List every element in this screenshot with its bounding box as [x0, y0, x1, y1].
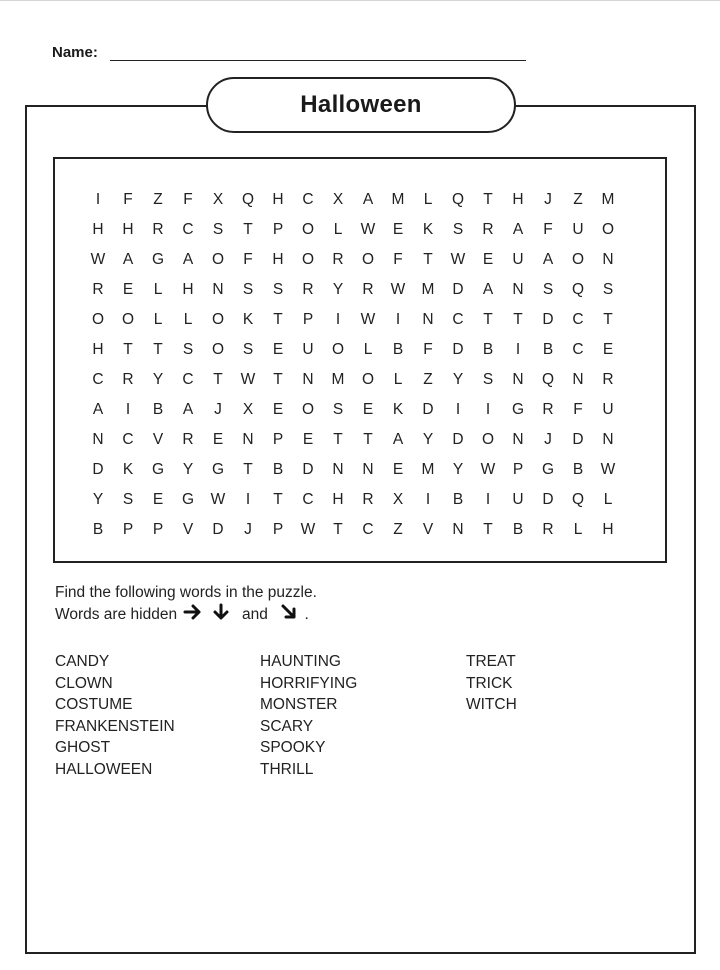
- grid-letter[interactable]: C: [182, 371, 194, 388]
- grid-letter[interactable]: K: [122, 461, 134, 478]
- word-item: MONSTER: [260, 696, 338, 713]
- grid-letter[interactable]: O: [91, 311, 105, 328]
- grid-letter[interactable]: I: [125, 401, 131, 418]
- word-item: CLOWN: [55, 674, 113, 692]
- grid-letter[interactable]: A: [362, 191, 374, 208]
- grid-letter[interactable]: R: [182, 431, 194, 448]
- grid-letter[interactable]: J: [544, 431, 552, 448]
- grid-letter[interactable]: P: [512, 461, 524, 478]
- grid-letter[interactable]: A: [92, 401, 104, 418]
- grid-letter[interactable]: H: [182, 281, 194, 298]
- grid-letter[interactable]: G: [511, 401, 525, 418]
- grid-letter[interactable]: D: [542, 491, 554, 508]
- grid-letter[interactable]: T: [513, 311, 523, 328]
- grid-letter[interactable]: J: [214, 401, 222, 418]
- word-item: SCARY: [260, 717, 314, 735]
- name-field-line[interactable]: [110, 60, 526, 61]
- grid-letter[interactable]: S: [242, 281, 254, 298]
- arrow-down-right-icon: [280, 603, 298, 627]
- word-item: FRANKENSTEIN: [55, 717, 175, 735]
- grid-letter[interactable]: R: [332, 251, 344, 268]
- grid-letter[interactable]: W: [360, 311, 376, 328]
- grid-letter[interactable]: A: [182, 251, 194, 268]
- grid-letter[interactable]: T: [213, 371, 223, 388]
- grid-letter[interactable]: E: [482, 251, 494, 268]
- grid-letter[interactable]: O: [211, 311, 225, 328]
- grid-letter[interactable]: S: [122, 491, 134, 508]
- grid-letter[interactable]: Q: [541, 371, 555, 388]
- grid-letter[interactable]: E: [392, 221, 404, 238]
- grid-letter[interactable]: C: [182, 221, 194, 238]
- grid-letter[interactable]: L: [153, 281, 163, 298]
- grid-letter[interactable]: D: [452, 281, 464, 298]
- grid-letter[interactable]: F: [183, 191, 193, 208]
- grid-letter[interactable]: O: [361, 251, 375, 268]
- grid-letter[interactable]: A: [392, 431, 404, 448]
- grid-letter[interactable]: E: [212, 431, 224, 448]
- grid-letter[interactable]: K: [392, 401, 404, 418]
- grid-letter[interactable]: H: [92, 341, 104, 358]
- word-item: HAUNTING: [260, 653, 341, 670]
- grid-letter[interactable]: E: [272, 341, 284, 358]
- grid-letter[interactable]: W: [480, 461, 496, 478]
- word-item: HORRIFYING: [260, 674, 358, 692]
- grid-letter[interactable]: B: [542, 341, 554, 358]
- grid-letter[interactable]: B: [92, 521, 104, 538]
- grid-letter[interactable]: T: [243, 221, 253, 238]
- grid-letter[interactable]: I: [425, 491, 431, 508]
- grid-letter[interactable]: D: [212, 521, 224, 538]
- grid-letter[interactable]: E: [602, 341, 614, 358]
- grid-letter[interactable]: N: [602, 431, 614, 448]
- grid-letter[interactable]: Y: [332, 281, 344, 298]
- grid-letter[interactable]: G: [181, 491, 195, 508]
- grid-letter[interactable]: O: [301, 251, 315, 268]
- grid-letter[interactable]: T: [273, 371, 283, 388]
- grid-letter[interactable]: Y: [452, 371, 464, 388]
- grid-letter[interactable]: Y: [452, 461, 464, 478]
- word-item: COSTUME: [55, 696, 133, 713]
- grid-letter[interactable]: T: [423, 251, 433, 268]
- grid-letter[interactable]: S: [212, 221, 224, 238]
- instructions-period: .: [304, 606, 309, 624]
- grid-letter[interactable]: I: [95, 191, 101, 208]
- grid-letter[interactable]: D: [542, 311, 554, 328]
- grid-letter[interactable]: A: [512, 221, 524, 238]
- grid-letter[interactable]: D: [422, 401, 434, 418]
- grid-letter[interactable]: N: [452, 521, 464, 538]
- grid-letter[interactable]: P: [272, 221, 284, 238]
- grid-letter[interactable]: T: [333, 431, 343, 448]
- letter-grid: [83, 185, 623, 545]
- grid-letter[interactable]: E: [122, 281, 134, 298]
- grid-letter[interactable]: S: [272, 281, 284, 298]
- grid-letter[interactable]: B: [152, 401, 164, 418]
- grid-letter[interactable]: R: [122, 371, 134, 388]
- grid-letter[interactable]: T: [483, 521, 493, 538]
- word-item: TRICK: [466, 674, 513, 692]
- grid-letter[interactable]: G: [151, 461, 165, 478]
- grid-letter[interactable]: N: [332, 461, 344, 478]
- grid-letter[interactable]: Y: [152, 371, 164, 388]
- grid-letter[interactable]: N: [572, 371, 584, 388]
- grid-letter[interactable]: H: [602, 521, 614, 538]
- grid-letter[interactable]: X: [332, 191, 344, 208]
- grid-letter[interactable]: L: [573, 521, 583, 538]
- grid-letter[interactable]: H: [332, 491, 344, 508]
- grid-letter[interactable]: F: [123, 191, 133, 208]
- word-list-column-2: [260, 651, 357, 780]
- grid-letter[interactable]: L: [363, 341, 373, 358]
- grid-letter[interactable]: K: [422, 221, 434, 238]
- grid-letter[interactable]: B: [572, 461, 584, 478]
- grid-letter[interactable]: P: [272, 521, 284, 538]
- grid-letter[interactable]: C: [572, 311, 584, 328]
- grid-letter[interactable]: M: [391, 191, 405, 208]
- grid-letter[interactable]: D: [452, 341, 464, 358]
- word-list-column-3: [466, 651, 517, 716]
- grid-letter[interactable]: S: [452, 221, 464, 238]
- word-list-column-1: [55, 651, 175, 780]
- grid-letter[interactable]: E: [302, 431, 314, 448]
- grid-letter[interactable]: O: [211, 341, 225, 358]
- grid-letter[interactable]: X: [242, 401, 254, 418]
- grid-letter[interactable]: X: [212, 191, 224, 208]
- grid-letter[interactable]: C: [92, 371, 104, 388]
- grid-letter[interactable]: W: [240, 371, 256, 388]
- grid-letter[interactable]: I: [485, 491, 491, 508]
- grid-letter[interactable]: A: [482, 281, 494, 298]
- grid-letter[interactable]: O: [571, 251, 585, 268]
- instructions: [55, 582, 317, 627]
- grid-letter[interactable]: Y: [182, 461, 194, 478]
- grid-letter[interactable]: N: [512, 371, 524, 388]
- grid-letter[interactable]: F: [393, 251, 403, 268]
- grid-letter[interactable]: O: [601, 221, 615, 238]
- grid-letter[interactable]: T: [333, 521, 343, 538]
- grid-letter[interactable]: R: [302, 281, 314, 298]
- grid-letter[interactable]: D: [452, 431, 464, 448]
- grid-letter[interactable]: V: [422, 521, 434, 538]
- grid-letter[interactable]: W: [450, 251, 466, 268]
- grid-letter[interactable]: N: [212, 281, 224, 298]
- grid-letter[interactable]: V: [182, 521, 194, 538]
- grid-letter[interactable]: W: [90, 251, 106, 268]
- grid-letter[interactable]: I: [395, 311, 401, 328]
- grid-letter[interactable]: L: [183, 311, 193, 328]
- grid-letter[interactable]: B: [452, 491, 464, 508]
- grid-letter[interactable]: S: [332, 401, 344, 418]
- grid-letter[interactable]: Y: [92, 491, 104, 508]
- grid-letter[interactable]: O: [301, 401, 315, 418]
- grid-letter[interactable]: U: [572, 221, 584, 238]
- instructions-line-1: Find the following words in the puzzle.: [55, 584, 317, 601]
- grid-letter[interactable]: B: [512, 521, 524, 538]
- grid-letter[interactable]: U: [512, 251, 524, 268]
- grid-letter[interactable]: E: [152, 491, 164, 508]
- grid-letter[interactable]: U: [602, 401, 614, 418]
- grid-letter[interactable]: H: [272, 191, 284, 208]
- grid-letter[interactable]: N: [422, 311, 434, 328]
- grid-letter[interactable]: F: [543, 221, 553, 238]
- grid-letter[interactable]: S: [542, 281, 554, 298]
- grid-letter[interactable]: T: [273, 311, 283, 328]
- arrow-down-icon: [212, 603, 230, 627]
- grid-letter[interactable]: E: [362, 401, 374, 418]
- grid-letter[interactable]: B: [482, 341, 494, 358]
- grid-letter[interactable]: S: [242, 341, 254, 358]
- grid-letter[interactable]: D: [572, 431, 584, 448]
- grid-letter[interactable]: I: [485, 401, 491, 418]
- grid-letter[interactable]: H: [272, 251, 284, 268]
- word-item: HALLOWEEN: [55, 760, 153, 778]
- grid-letter[interactable]: Y: [422, 431, 434, 448]
- grid-letter[interactable]: S: [602, 281, 614, 298]
- grid-letter[interactable]: R: [542, 401, 554, 418]
- grid-letter[interactable]: Z: [573, 191, 583, 208]
- grid-letter[interactable]: W: [210, 491, 226, 508]
- grid-letter[interactable]: N: [512, 281, 524, 298]
- grid-letter[interactable]: H: [92, 221, 104, 238]
- grid-letter[interactable]: N: [242, 431, 254, 448]
- grid-letter[interactable]: T: [123, 341, 133, 358]
- grid-letter[interactable]: P: [302, 311, 314, 328]
- grid-letter[interactable]: O: [481, 431, 495, 448]
- grid-letter[interactable]: Z: [423, 371, 433, 388]
- grid-letter[interactable]: C: [452, 311, 464, 328]
- grid-letter[interactable]: G: [211, 461, 225, 478]
- grid-letter[interactable]: O: [301, 221, 315, 238]
- grid-letter[interactable]: M: [421, 461, 435, 478]
- word-item: WITCH: [466, 696, 517, 713]
- grid-letter[interactable]: M: [421, 281, 435, 298]
- grid-letter[interactable]: H: [122, 221, 134, 238]
- grid-letter[interactable]: C: [302, 191, 314, 208]
- grid-letter[interactable]: R: [482, 221, 494, 238]
- grid-letter[interactable]: T: [273, 491, 283, 508]
- grid-letter[interactable]: T: [483, 191, 493, 208]
- grid-letter[interactable]: I: [245, 491, 251, 508]
- grid-letter[interactable]: V: [152, 431, 164, 448]
- grid-letter[interactable]: O: [331, 341, 345, 358]
- grid-letter[interactable]: N: [302, 371, 314, 388]
- grid-letter[interactable]: Q: [241, 191, 255, 208]
- grid-letter[interactable]: F: [573, 401, 583, 418]
- grid-letter[interactable]: W: [390, 281, 406, 298]
- grid-letter[interactable]: B: [272, 461, 284, 478]
- grid-letter[interactable]: N: [602, 251, 614, 268]
- instructions-line-2: [55, 603, 317, 627]
- grid-letter[interactable]: Z: [153, 191, 163, 208]
- grid-letter[interactable]: N: [92, 431, 104, 448]
- word-item: TREAT: [466, 653, 516, 670]
- grid-letter[interactable]: O: [211, 251, 225, 268]
- grid-letter[interactable]: L: [603, 491, 613, 508]
- word-item: SPOOKY: [260, 739, 326, 756]
- title-banner: [206, 77, 516, 133]
- grid-letter[interactable]: W: [360, 221, 376, 238]
- grid-letter[interactable]: Q: [571, 491, 585, 508]
- grid-letter[interactable]: C: [302, 491, 314, 508]
- grid-letter[interactable]: L: [333, 221, 343, 238]
- name-label: Name:: [52, 44, 98, 61]
- grid-letter[interactable]: W: [600, 461, 616, 478]
- word-item: GHOST: [55, 739, 111, 756]
- grid-letter[interactable]: J: [544, 191, 552, 208]
- grid-letter[interactable]: I: [515, 341, 521, 358]
- grid-letter[interactable]: R: [542, 521, 554, 538]
- instructions-hidden-text: Words are hidden: [55, 606, 178, 624]
- grid-letter[interactable]: L: [423, 191, 433, 208]
- grid-letter[interactable]: A: [542, 251, 554, 268]
- grid-letter[interactable]: R: [602, 371, 614, 388]
- instructions-and: and: [242, 606, 268, 624]
- grid-letter[interactable]: C: [362, 521, 374, 538]
- grid-letter[interactable]: R: [362, 491, 374, 508]
- grid-letter[interactable]: H: [512, 191, 524, 208]
- grid-letter[interactable]: W: [300, 521, 316, 538]
- grid-letter[interactable]: F: [243, 251, 253, 268]
- grid-letter[interactable]: K: [242, 311, 254, 328]
- grid-letter[interactable]: I: [335, 311, 341, 328]
- grid-letter[interactable]: D: [92, 461, 104, 478]
- grid-letter[interactable]: O: [361, 371, 375, 388]
- grid-letter[interactable]: A: [182, 401, 194, 418]
- grid-letter[interactable]: J: [244, 521, 252, 538]
- grid-letter[interactable]: C: [122, 431, 134, 448]
- word-item: CANDY: [55, 653, 110, 670]
- grid-letter[interactable]: E: [392, 461, 404, 478]
- grid-letter[interactable]: L: [393, 371, 403, 388]
- grid-letter[interactable]: C: [572, 341, 584, 358]
- grid-letter[interactable]: T: [153, 341, 163, 358]
- grid-letter[interactable]: U: [512, 491, 524, 508]
- grid-letter[interactable]: I: [455, 401, 461, 418]
- grid-letter[interactable]: R: [92, 281, 104, 298]
- grid-letter[interactable]: S: [482, 371, 494, 388]
- grid-letter[interactable]: F: [423, 341, 433, 358]
- grid-letter[interactable]: P: [122, 521, 134, 538]
- grid-letter[interactable]: U: [302, 341, 314, 358]
- grid-letter[interactable]: P: [152, 521, 164, 538]
- grid-letter[interactable]: N: [512, 431, 524, 448]
- grid-letter[interactable]: L: [153, 311, 163, 328]
- grid-letter[interactable]: Q: [571, 281, 585, 298]
- page-title: Halloween: [300, 91, 422, 118]
- grid-letter[interactable]: N: [362, 461, 374, 478]
- grid-letter[interactable]: B: [392, 341, 404, 358]
- grid-letter[interactable]: E: [272, 401, 284, 418]
- grid-letter[interactable]: X: [392, 491, 404, 508]
- arrow-right-icon: [183, 604, 203, 626]
- word-item: THRILL: [260, 760, 314, 778]
- grid-letter[interactable]: R: [152, 221, 164, 238]
- grid-letter[interactable]: M: [601, 191, 615, 208]
- grid-letter[interactable]: S: [182, 341, 194, 358]
- grid-letter[interactable]: R: [362, 281, 374, 298]
- top-border-line: [0, 0, 720, 1]
- grid-letter[interactable]: G: [151, 251, 165, 268]
- grid-letter[interactable]: T: [603, 311, 613, 328]
- grid-letter[interactable]: T: [243, 461, 253, 478]
- grid-letter[interactable]: Z: [393, 521, 403, 538]
- grid-letter[interactable]: T: [483, 311, 493, 328]
- grid-letter[interactable]: O: [121, 311, 135, 328]
- grid-letter[interactable]: T: [363, 431, 373, 448]
- grid-letter[interactable]: G: [541, 461, 555, 478]
- grid-letter[interactable]: D: [302, 461, 314, 478]
- grid-letter[interactable]: M: [331, 371, 345, 388]
- grid-letter[interactable]: A: [122, 251, 134, 268]
- grid-letter[interactable]: P: [272, 431, 284, 448]
- grid-letter[interactable]: Q: [451, 191, 465, 208]
